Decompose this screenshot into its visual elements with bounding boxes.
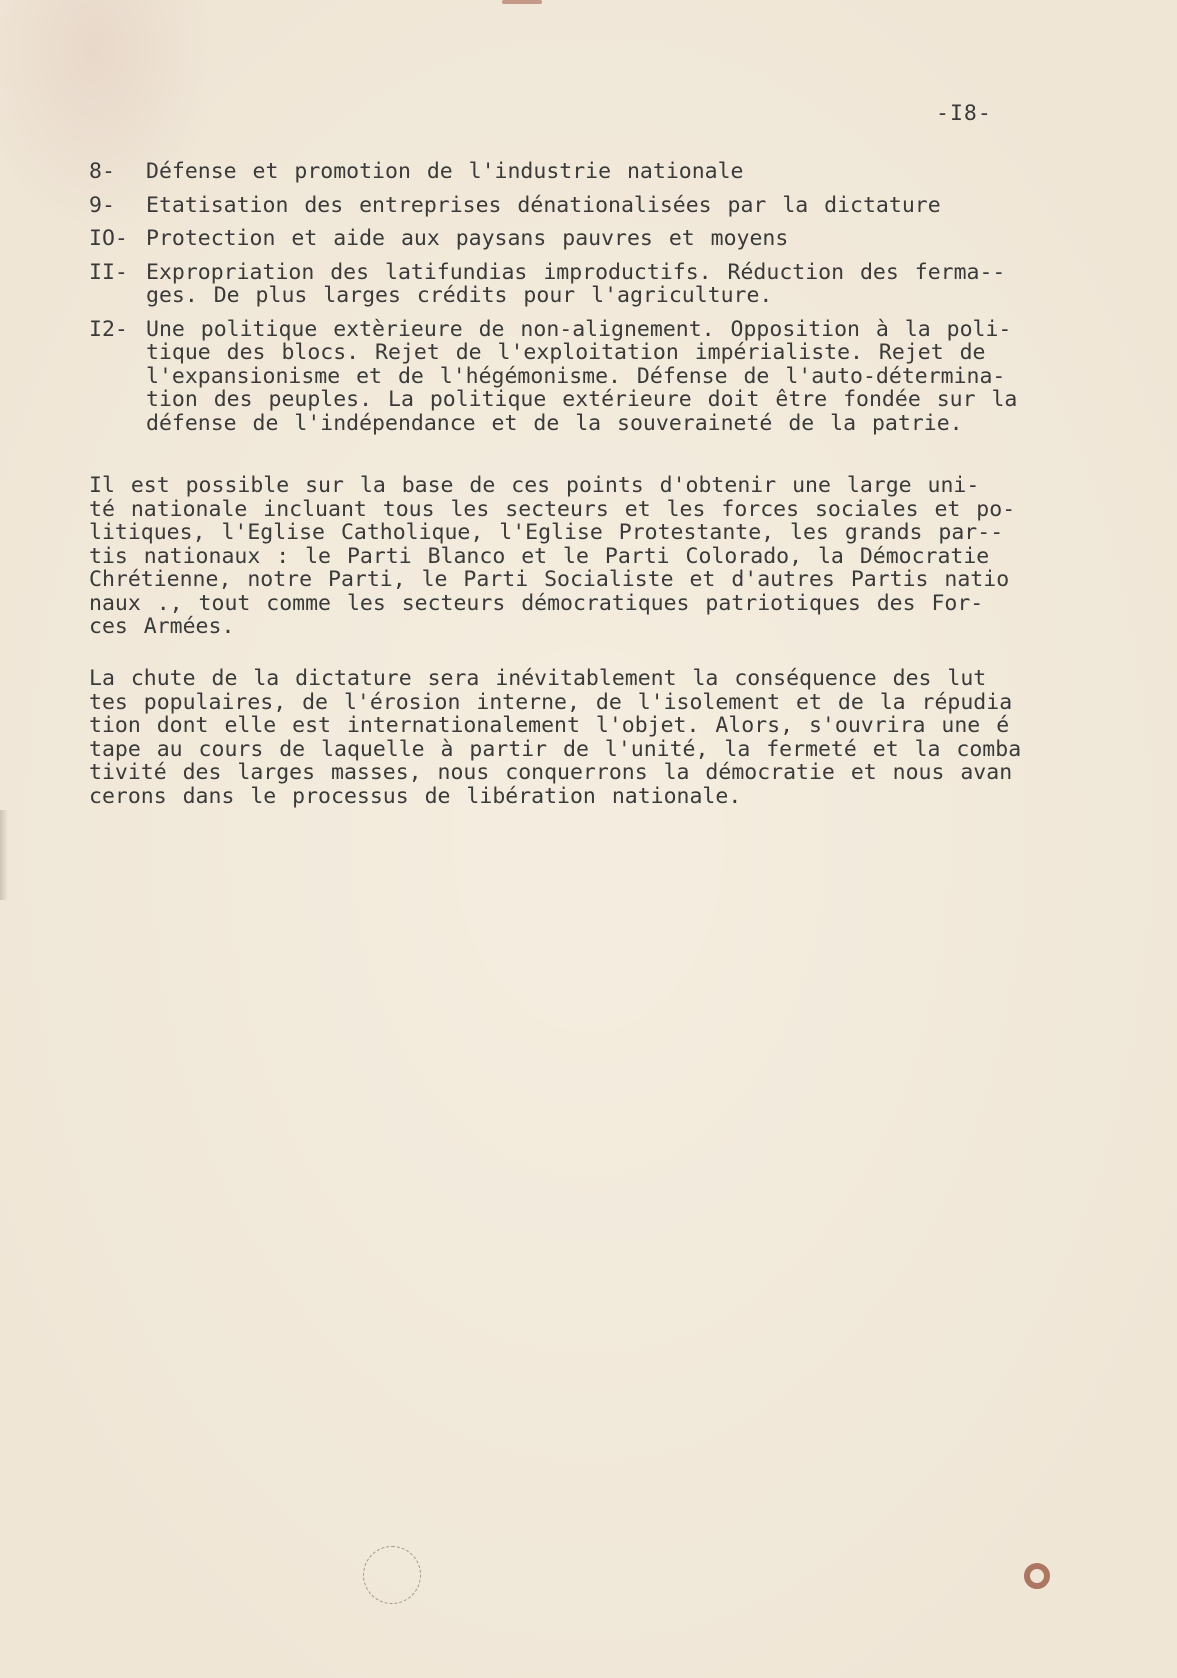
list-item (89, 194, 1089, 218)
list-item-text: Expropriation des latifundias improductifs. Réduction des ferma-- ges. De plus larges crédits pour l'agriculture. (146, 259, 1006, 308)
punch-hole-outline (363, 1546, 421, 1604)
paper-stain-mark (502, 0, 542, 4)
list-item-number: II- (89, 259, 128, 285)
paragraph-national-unity: Il est possible sur la base de ces points d'obtenir une large uni- té nationale incluant tous les secteurs et les forces sociales et po- litiques, l'Eglise Catholique, l'Eglise Protestante, les grands par-- tis nationaux : le Parti Blanco et le Parti Colorado, la Démocratie Chrétienne, notre Parti, le Parti Socialiste et d'autres Partis natio naux ., tout comme les secteurs démocratiques patriotiques des For- ces Armées. (89, 473, 1016, 639)
list-item (89, 261, 1089, 308)
list-item-number: 8- (89, 159, 115, 184)
numbered-list (89, 160, 1089, 445)
list-item-number: I2- (89, 316, 128, 342)
paragraph-fall-of-dictatorship: La chute de la dictature sera inévitablement la conséquence des lut tes populaires, de l'érosion interne, de l'isolement et de la répudia tion dont elle est internationalement l'objet. Alors, s'ouvrira une é tape au cours de laquelle à partir de l'unité, la fermeté et la comba tivité des larges masses, nous conquerrons la démocratie et nous avan cerons dans le processus de libération nationale. (89, 666, 1022, 809)
list-item (89, 227, 1089, 251)
list-item-text: Défense et promotion de l'industrie nationale (146, 159, 744, 184)
list-item (89, 318, 1089, 436)
list-item-number: 9- (89, 192, 115, 218)
list-item-number: IO- (89, 226, 128, 251)
paper-edge-shadow (0, 810, 8, 900)
list-item (89, 160, 1089, 184)
rust-stain-mark (1024, 1563, 1050, 1589)
list-item-text: Une politique extèrieure de non-alignement. Opposition à la poli- tique des blocs. Rejet de l'exploitation impérialiste. Rejet de l'expansionisme et de l'hégémonisme. Défense de l'auto-détermina- tion des peuples. La politique extérieure doit être fondée sur la défense de l'indépendance et de la souveraineté de la patrie. (146, 316, 1018, 436)
page-number: -I8- (936, 101, 992, 126)
list-item-text: Protection et aide aux paysans pauvres et moyens (146, 226, 789, 251)
list-item-text: Etatisation des entreprises dénationalisées par la dictature (146, 192, 941, 218)
